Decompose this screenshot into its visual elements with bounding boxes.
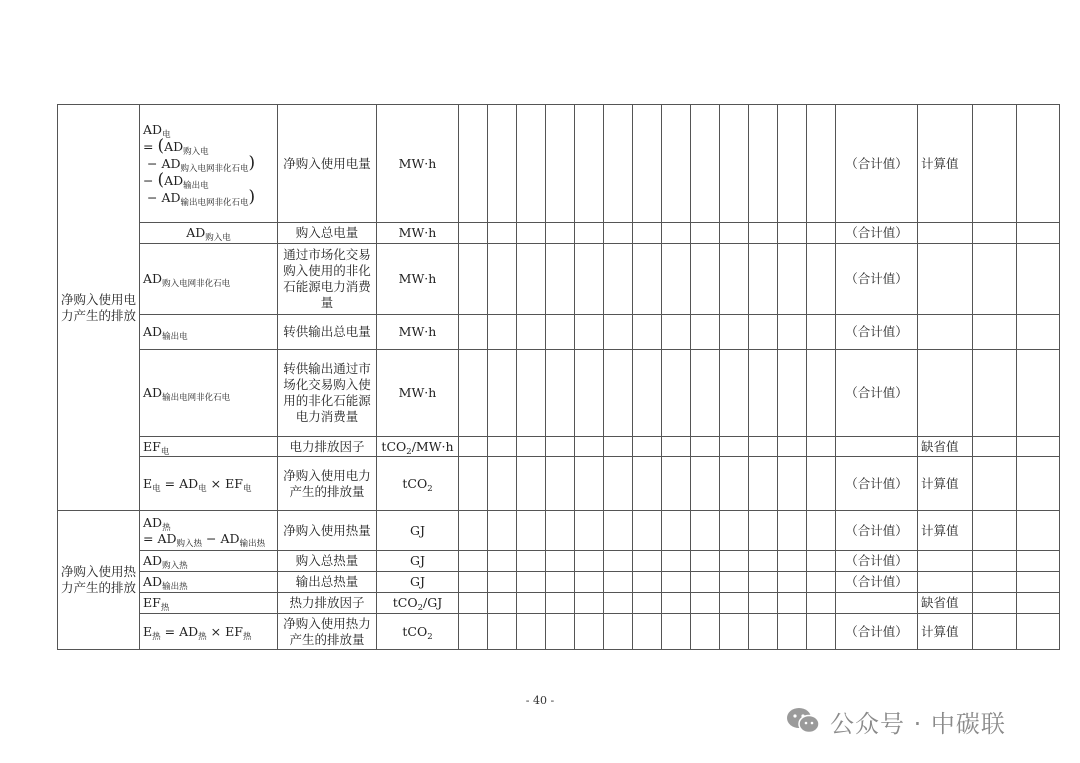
month-cell (662, 244, 691, 315)
month-cell (575, 614, 604, 650)
month-cell (546, 457, 575, 511)
description: 净购入使用电力产生的排放量 (278, 457, 377, 511)
month-cell (575, 244, 604, 315)
formula-ad-electricity: $AD_电$ = ($AD_{购入电}$ − $AD_{购入电网非化石电}$) − ($AD_{输出电}$ − $AD_{输出电网非化石电}$) (140, 105, 278, 223)
table-row (58, 511, 1060, 551)
month-cell (604, 593, 633, 614)
unit: tCO$_2$ (377, 614, 459, 650)
month-cell (604, 551, 633, 572)
month-cell (807, 437, 836, 457)
month-cell (807, 244, 836, 315)
type-cell: 缺省值 (918, 593, 973, 614)
symbol: $AD_{输出电网非化石电}$ (140, 350, 278, 437)
empty-cell (973, 572, 1017, 593)
month-cell (807, 511, 836, 551)
empty-cell (973, 457, 1017, 511)
month-cell (488, 350, 517, 437)
month-cell (662, 350, 691, 437)
watermark (786, 704, 1006, 738)
month-cell (575, 593, 604, 614)
formula-ad-heat: $AD_热$ = $AD_{购入热} - AD_{输出热}$ (140, 511, 278, 551)
type-cell (918, 315, 973, 350)
table-row (58, 223, 1060, 244)
month-cell (459, 223, 488, 244)
month-cell (459, 614, 488, 650)
month-cell (517, 572, 546, 593)
description: 净购入使用热量 (278, 511, 377, 551)
empty-cell (1017, 614, 1060, 650)
symbol: $EF_热$ (140, 593, 278, 614)
month-cell (633, 457, 662, 511)
month-cell (633, 315, 662, 350)
empty-cell (973, 244, 1017, 315)
empty-cell (1017, 244, 1060, 315)
description: 热力排放因子 (278, 593, 377, 614)
table-row (58, 315, 1060, 350)
empty-cell (1017, 437, 1060, 457)
month-cell (517, 457, 546, 511)
type-cell (918, 551, 973, 572)
source-cell: （合计值） (836, 244, 918, 315)
month-cell (575, 350, 604, 437)
month-cell (691, 223, 720, 244)
empty-cell (973, 350, 1017, 437)
table-row (58, 244, 1060, 315)
month-cell (778, 614, 807, 650)
category-electricity: 净购入使用电力产生的排放 (58, 105, 140, 511)
table-row (58, 105, 1060, 223)
month-cell (633, 614, 662, 650)
month-cell (517, 437, 546, 457)
month-cell (778, 315, 807, 350)
month-cell (662, 572, 691, 593)
month-cell (517, 350, 546, 437)
unit: MW·h (377, 315, 459, 350)
description: 购入总热量 (278, 551, 377, 572)
month-cell (778, 105, 807, 223)
unit: MW·h (377, 105, 459, 223)
month-cell (662, 614, 691, 650)
month-cell (604, 223, 633, 244)
month-cell (488, 551, 517, 572)
table-row (58, 437, 1060, 457)
month-cell (720, 551, 749, 572)
month-cell (575, 437, 604, 457)
month-cell (459, 244, 488, 315)
symbol: $AD_{输出热}$ (140, 572, 278, 593)
month-cell (604, 350, 633, 437)
month-cell (575, 457, 604, 511)
formula-e-heat: $E_热 = AD_热 \times EF_热$ (140, 614, 278, 650)
month-cell (778, 223, 807, 244)
month-cell (604, 244, 633, 315)
month-cell (517, 551, 546, 572)
month-cell (720, 457, 749, 511)
description: 净购入使用电量 (278, 105, 377, 223)
month-cell (546, 223, 575, 244)
month-cell (488, 105, 517, 223)
month-cell (778, 350, 807, 437)
month-cell (604, 315, 633, 350)
month-cell (749, 511, 778, 551)
month-cell (488, 315, 517, 350)
category-heat: 净购入使用热力产生的排放 (58, 511, 140, 650)
description: 净购入使用热力产生的排放量 (278, 614, 377, 650)
month-cell (691, 350, 720, 437)
month-cell (720, 511, 749, 551)
type-cell: 缺省值 (918, 437, 973, 457)
unit: tCO$_2$ (377, 457, 459, 511)
month-cell (749, 457, 778, 511)
month-cell (459, 457, 488, 511)
source-cell: （合计值） (836, 105, 918, 223)
month-cell (691, 244, 720, 315)
month-cell (633, 350, 662, 437)
month-cell (546, 105, 575, 223)
month-cell (720, 614, 749, 650)
source-cell: （合计值） (836, 457, 918, 511)
empty-cell (973, 437, 1017, 457)
month-cell (691, 551, 720, 572)
month-cell (575, 105, 604, 223)
month-cell (488, 572, 517, 593)
month-cell (546, 551, 575, 572)
empty-cell (973, 223, 1017, 244)
empty-cell (1017, 551, 1060, 572)
empty-cell (1017, 315, 1060, 350)
source-cell: （合计值） (836, 511, 918, 551)
emission-table (57, 104, 1060, 650)
symbol: $AD_{输出电}$ (140, 315, 278, 350)
unit: GJ (377, 551, 459, 572)
type-cell: 计算值 (918, 457, 973, 511)
description: 通过市场化交易购入使用的非化石能源电力消费量 (278, 244, 377, 315)
source-cell: （合计值） (836, 315, 918, 350)
source-cell (836, 593, 918, 614)
type-cell (918, 350, 973, 437)
month-cell (459, 593, 488, 614)
month-cell (807, 105, 836, 223)
month-cell (749, 614, 778, 650)
source-cell: （合计值） (836, 551, 918, 572)
description: 输出总热量 (278, 572, 377, 593)
month-cell (459, 350, 488, 437)
empty-cell (1017, 511, 1060, 551)
unit: GJ (377, 511, 459, 551)
month-cell (720, 244, 749, 315)
month-cell (749, 223, 778, 244)
month-cell (488, 457, 517, 511)
month-cell (662, 593, 691, 614)
table-row (58, 572, 1060, 593)
symbol: $EF_电$ (140, 437, 278, 457)
month-cell (488, 437, 517, 457)
formula-e-electricity: $E_电 = AD_电 \times EF_电$ (140, 457, 278, 511)
month-cell (662, 551, 691, 572)
month-cell (662, 105, 691, 223)
month-cell (720, 437, 749, 457)
empty-cell (1017, 105, 1060, 223)
source-cell: （合计值） (836, 572, 918, 593)
type-cell (918, 223, 973, 244)
month-cell (749, 315, 778, 350)
month-cell (517, 223, 546, 244)
symbol: $AD_{购入电}$ (140, 223, 278, 244)
month-cell (778, 457, 807, 511)
month-cell (633, 437, 662, 457)
month-cell (807, 572, 836, 593)
month-cell (778, 511, 807, 551)
month-cell (546, 614, 575, 650)
month-cell (633, 105, 662, 223)
table-row (58, 457, 1060, 511)
month-cell (459, 105, 488, 223)
month-cell (778, 572, 807, 593)
type-cell (918, 244, 973, 315)
month-cell (488, 511, 517, 551)
month-cell (749, 105, 778, 223)
empty-cell (1017, 593, 1060, 614)
month-cell (691, 457, 720, 511)
empty-cell (973, 614, 1017, 650)
month-cell (575, 551, 604, 572)
month-cell (778, 551, 807, 572)
source-cell: （合计值） (836, 350, 918, 437)
month-cell (459, 572, 488, 593)
month-cell (517, 614, 546, 650)
month-cell (778, 593, 807, 614)
month-cell (691, 572, 720, 593)
month-cell (720, 350, 749, 437)
month-cell (604, 457, 633, 511)
empty-cell (973, 315, 1017, 350)
month-cell (633, 223, 662, 244)
unit: GJ (377, 572, 459, 593)
empty-cell (1017, 457, 1060, 511)
month-cell (633, 551, 662, 572)
month-cell (633, 511, 662, 551)
month-cell (749, 350, 778, 437)
table-row (58, 614, 1060, 650)
month-cell (749, 244, 778, 315)
month-cell (517, 511, 546, 551)
month-cell (691, 593, 720, 614)
month-cell (720, 593, 749, 614)
type-cell (918, 572, 973, 593)
source-cell: （合计值） (836, 614, 918, 650)
month-cell (691, 437, 720, 457)
type-cell: 计算值 (918, 511, 973, 551)
month-cell (662, 437, 691, 457)
unit: MW·h (377, 244, 459, 315)
month-cell (546, 437, 575, 457)
symbol: $AD_{购入热}$ (140, 551, 278, 572)
month-cell (546, 244, 575, 315)
description: 转供输出总电量 (278, 315, 377, 350)
month-cell (662, 223, 691, 244)
month-cell (778, 437, 807, 457)
month-cell (517, 105, 546, 223)
month-cell (459, 511, 488, 551)
month-cell (546, 350, 575, 437)
month-cell (604, 105, 633, 223)
month-cell (488, 223, 517, 244)
month-cell (575, 511, 604, 551)
unit: MW·h (377, 350, 459, 437)
month-cell (720, 105, 749, 223)
month-cell (546, 315, 575, 350)
description: 购入总电量 (278, 223, 377, 244)
watermark-text: 公众号 · 中碳联 (830, 709, 1006, 738)
month-cell (604, 572, 633, 593)
month-cell (691, 614, 720, 650)
table-row (58, 593, 1060, 614)
month-cell (575, 223, 604, 244)
month-cell (488, 614, 517, 650)
empty-cell (973, 511, 1017, 551)
type-cell: 计算值 (918, 105, 973, 223)
month-cell (749, 551, 778, 572)
month-cell (459, 551, 488, 572)
empty-cell (1017, 350, 1060, 437)
empty-cell (973, 105, 1017, 223)
table-row (58, 350, 1060, 437)
month-cell (575, 315, 604, 350)
month-cell (749, 572, 778, 593)
month-cell (778, 244, 807, 315)
month-cell (662, 315, 691, 350)
description: 电力排放因子 (278, 437, 377, 457)
month-cell (633, 593, 662, 614)
month-cell (546, 572, 575, 593)
month-cell (807, 551, 836, 572)
month-cell (517, 244, 546, 315)
month-cell (807, 593, 836, 614)
month-cell (546, 511, 575, 551)
month-cell (662, 511, 691, 551)
source-cell (836, 437, 918, 457)
month-cell (604, 614, 633, 650)
unit: tCO$_2$/GJ (377, 593, 459, 614)
empty-cell (973, 593, 1017, 614)
month-cell (807, 315, 836, 350)
unit: tCO$_2$/MW·h (377, 437, 459, 457)
month-cell (633, 244, 662, 315)
empty-cell (1017, 572, 1060, 593)
month-cell (488, 244, 517, 315)
month-cell (604, 437, 633, 457)
symbol: $AD_{购入电网非化石电}$ (140, 244, 278, 315)
table-row (58, 551, 1060, 572)
empty-cell (973, 551, 1017, 572)
month-cell (517, 315, 546, 350)
empty-cell (1017, 223, 1060, 244)
month-cell (604, 511, 633, 551)
month-cell (459, 315, 488, 350)
month-cell (749, 593, 778, 614)
month-cell (633, 572, 662, 593)
month-cell (720, 223, 749, 244)
description: 转供输出通过市场化交易购入使用的非化石能源电力消费量 (278, 350, 377, 437)
month-cell (662, 457, 691, 511)
month-cell (488, 593, 517, 614)
unit: MW·h (377, 223, 459, 244)
page-number: - 40 - (525, 694, 555, 707)
month-cell (807, 457, 836, 511)
month-cell (517, 593, 546, 614)
month-cell (691, 315, 720, 350)
type-cell: 计算值 (918, 614, 973, 650)
wechat-icon (786, 706, 820, 736)
month-cell (807, 614, 836, 650)
month-cell (691, 511, 720, 551)
month-cell (749, 437, 778, 457)
month-cell (691, 105, 720, 223)
month-cell (720, 572, 749, 593)
source-cell: （合计值） (836, 223, 918, 244)
month-cell (807, 223, 836, 244)
month-cell (720, 315, 749, 350)
month-cell (459, 437, 488, 457)
month-cell (546, 593, 575, 614)
month-cell (575, 572, 604, 593)
month-cell (807, 350, 836, 437)
